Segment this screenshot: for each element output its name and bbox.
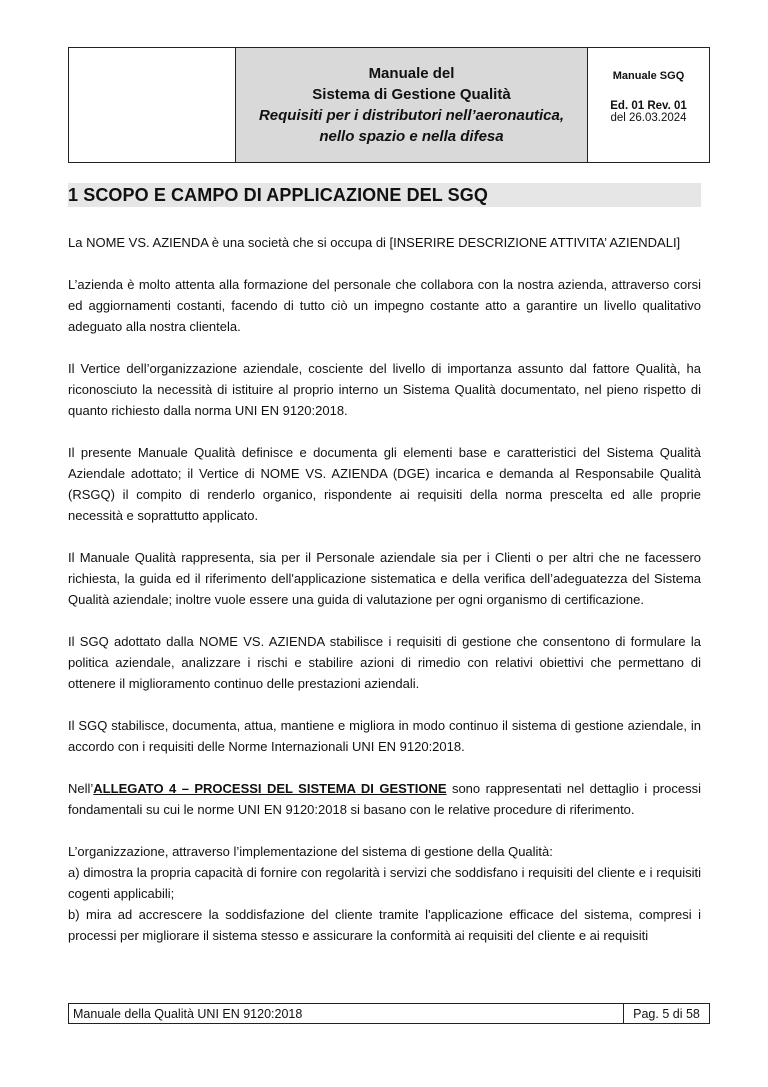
paragraph-suffix: sono rappresentati nel dettaglio i processi fondamentali su cui le norme UNI EN 9120:2018 si basano con le relative procedure di riferimento. [68,781,701,817]
paragraph: Il Vertice dell’organizzazione aziendale, cosciente del livello di importanza assunto dal fattore Qualità, ha riconosciuto la necessità di istituire al proprio interno un Sistema Qualità documentato, nel pieno rispetto di quanto richiesto dalla norma UNI EN 9120:2018. [68,361,701,418]
paragraph: Il Manuale Qualità rappresenta, sia per il Personale aziendale sia per i Clienti o per altri che ne facessero richiesta, la guida ed il riferimento dell'applicazione sistematica e della verifica dell’adeguatezza del Sistema Qualità aziendale; inoltre vuole essere una guida di valutazione per ogni organismo di certificazione. [68,550,701,607]
list-item: b) mira ad accrescere la soddisfazione del cliente tramite l'applicazione efficace del sistema, compresi i processi per migliorare il sistema stesso e assicurare la conformità ai requisiti del cliente e ai requisiti [68,907,701,943]
header-subtitle-line1: Requisiti per i distributori nell’aeronautica, [258,107,565,124]
paragraph: Il SGQ stabilisce, documenta, attua, mantiene e migliora in modo continuo il sistema di gestione aziendale, in accordo con i requisiti delle Norme Internazionali UNI EN 9120:2018. [68,718,701,754]
paragraph: La NOME VS. AZIENDA è una società che si occupa di [INSERIRE DESCRIZIONE ATTIVITA’ AZIENDALI] [68,235,681,250]
doc-code: Manuale SGQ [612,70,685,82]
document-header [68,47,710,163]
paragraph: Il presente Manuale Qualità definisce e documenta gli elementi base e caratteristici del Sistema Qualità Aziendale adottato; il Vertice di NOME VS. AZIENDA (DGE) incarica e demanda al Responsabile Qualità (RSGQ) il compito di renderlo organico, rispondente ai requisiti della norma prescelta ed alle proprie necessità e soprattutto applicato. [68,445,701,523]
header-title-line2: Sistema di Gestione Qualità [312,86,511,103]
header-title-block [236,48,588,162]
allegato-4-link[interactable]: ALLEGATO 4 – PROCESSI DEL SISTEMA DI GESTIONE [93,781,447,796]
header-title-line1: Manuale del [368,65,455,82]
edition-revision: Ed. 01 Rev. 01 [610,100,687,112]
section-title: 1 SCOPO E CAMPO DI APPLICAZIONE DEL SGQ [68,185,488,205]
footer-manual-title: Manuale della Qualità UNI EN 9120:2018 [69,1004,624,1023]
paragraph: L’azienda è molto attenta alla formazione del personale che collabora con la nostra azienda, attraverso corsi ed aggiornamenti costanti, facendo di tutto ciò un impegno costante atto a garantire un livello qualitativo adeguato alla nostra clientela. [68,277,701,334]
paragraph: Il SGQ adottato dalla NOME VS. AZIENDA stabilisce i requisiti di gestione che consentono di formulare la politica aziendale, analizzare i rischi e stabilire azioni di rimedio con relativi obiettivi che permettano di ottenere il miglioramento continuo delle prestazioni aziendali. [68,634,701,691]
page-number: Pag. 5 di 58 [633,1006,700,1021]
paragraph-allegato [68,778,701,820]
revision-date: del 26.03.2024 [610,112,687,124]
logo-placeholder [69,48,236,162]
document-footer [68,1003,710,1024]
header-subtitle-line2: nello spazio e nella difesa [319,128,504,145]
document-body [68,232,701,946]
list-item: a) dimostra la propria capacità di fornire con regolarità i servizi che soddisfano i requisiti del cliente e i requisiti cogenti applicabili; [68,865,701,901]
paragraph: L’organizzazione, attraverso l’implementazione del sistema di gestione della Qualità: [68,844,553,859]
paragraph-prefix: Nell’ [68,781,94,796]
header-meta-block [588,48,709,162]
